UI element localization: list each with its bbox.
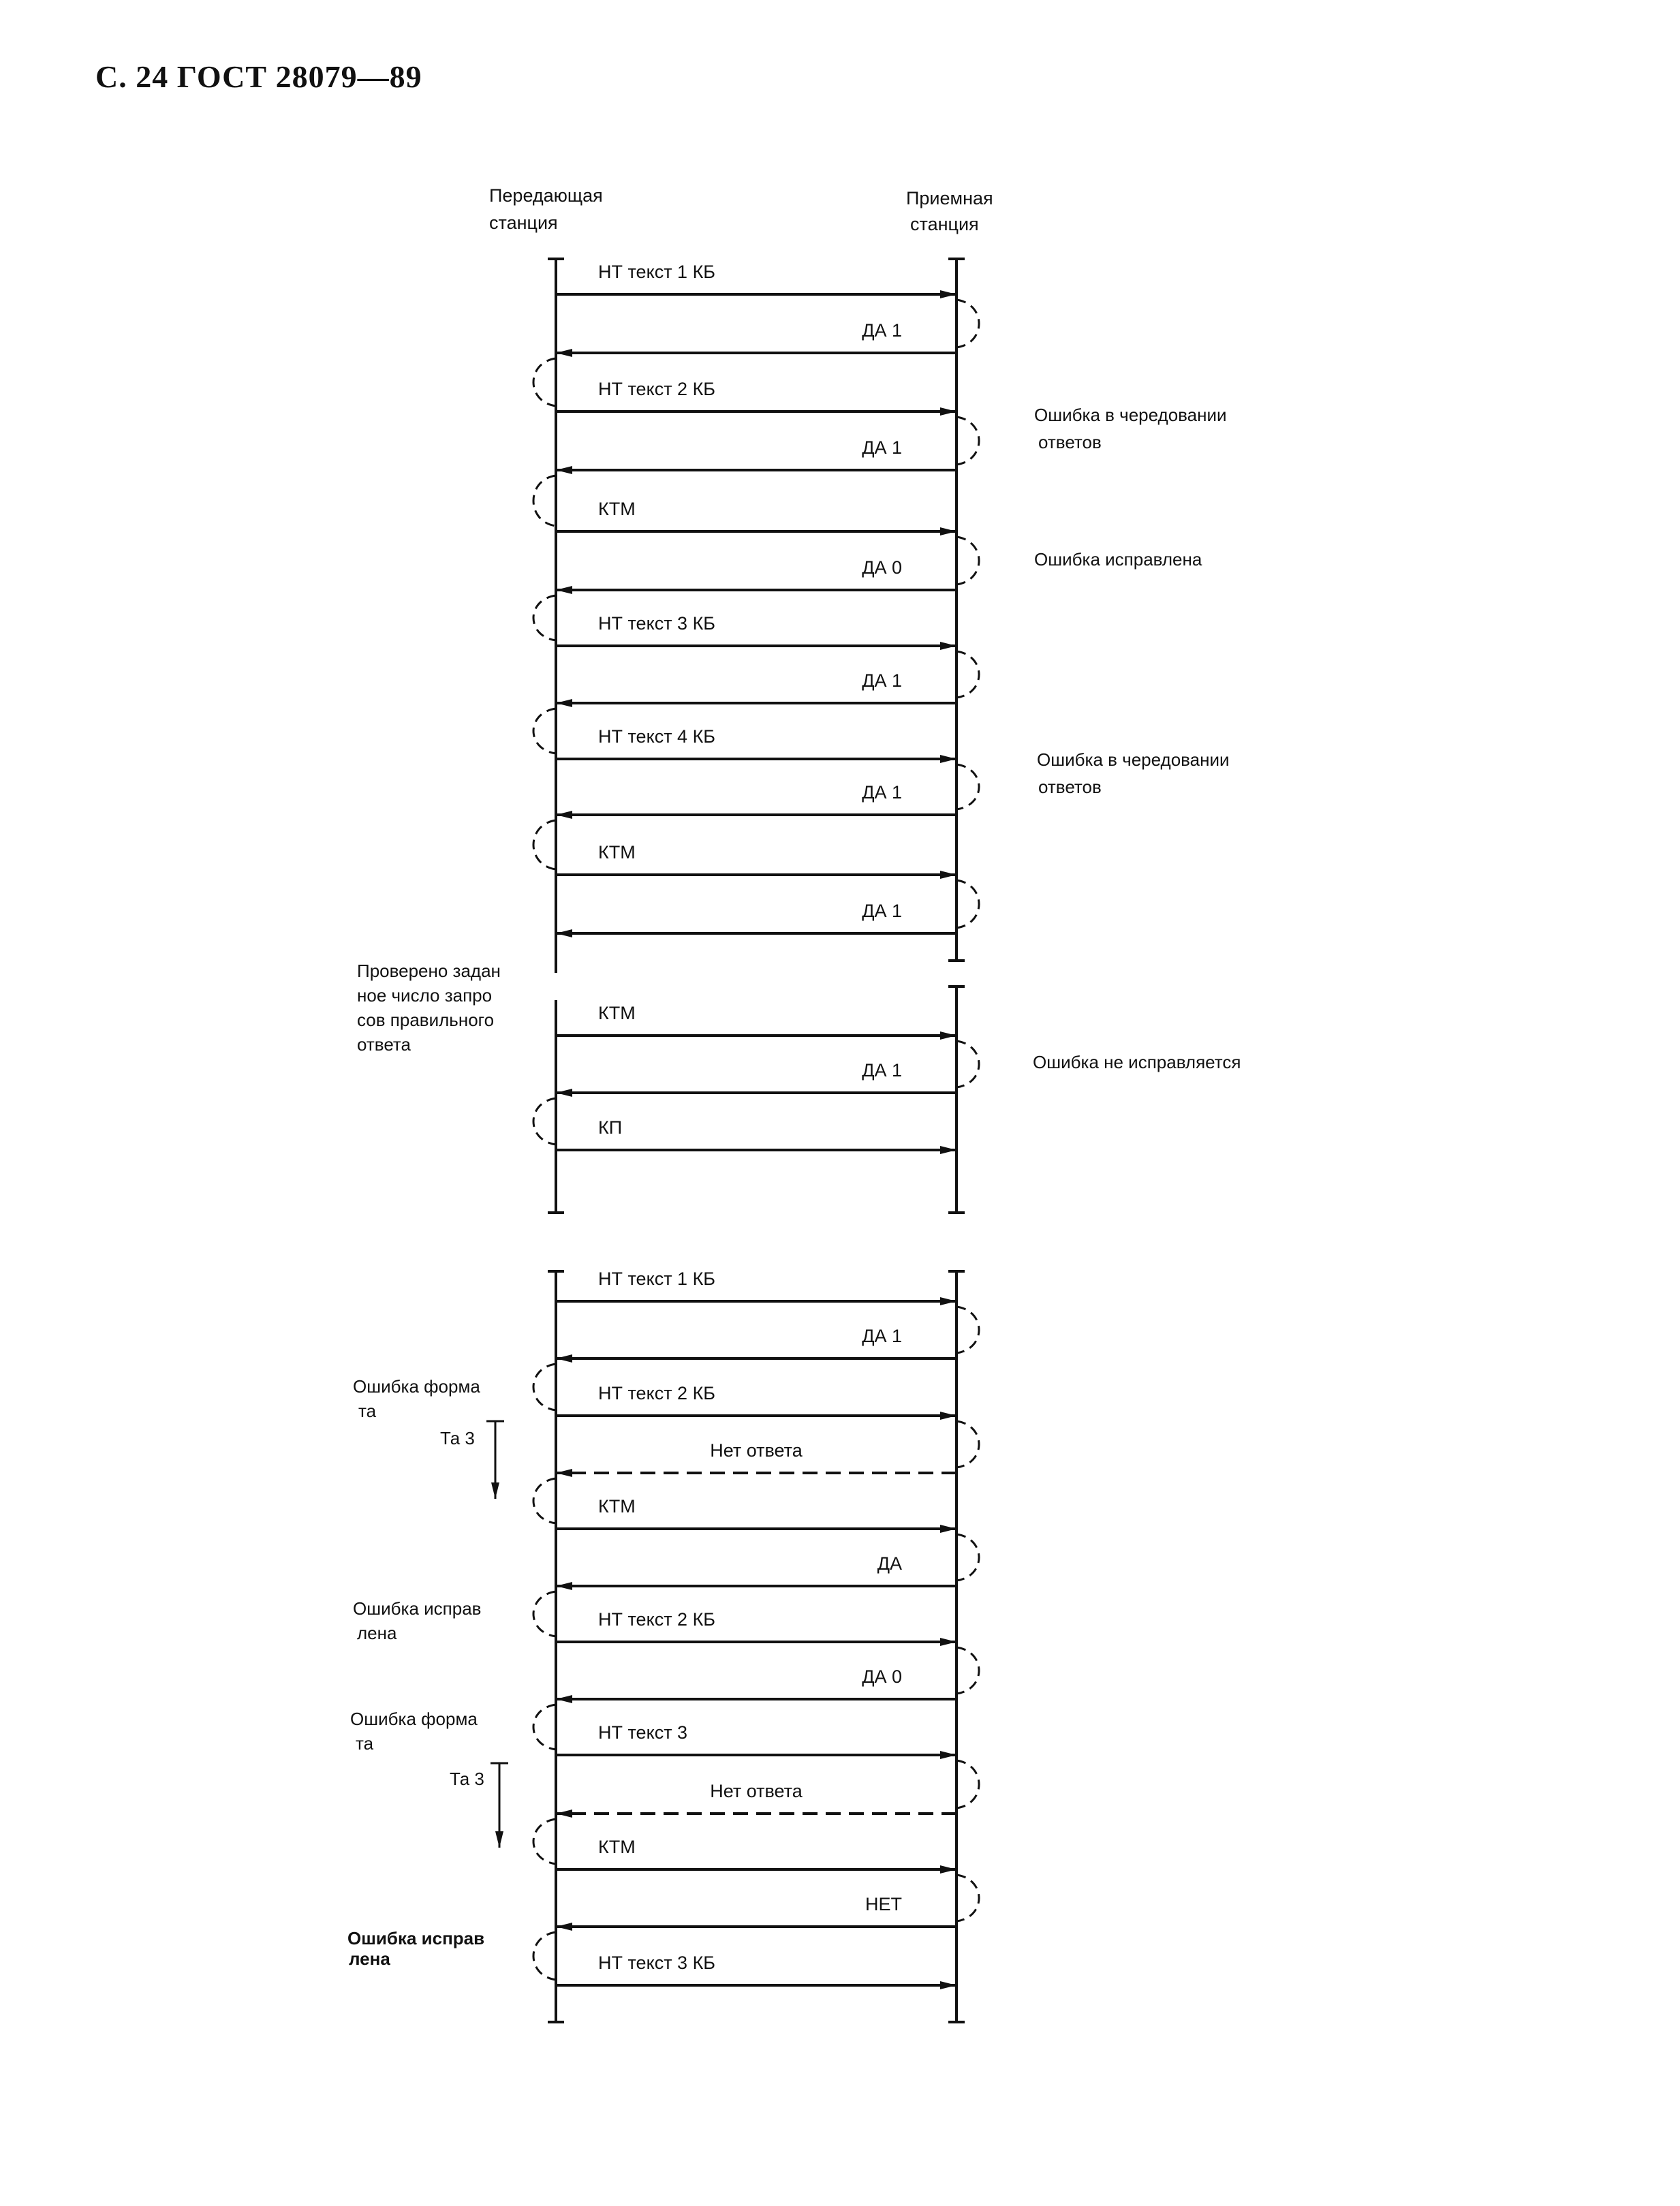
d2-message-label-3: НТ текст 2 КБ <box>598 1383 716 1403</box>
d1-turnaround-loop-3 <box>956 417 979 465</box>
d1-turnaround-loop-2 <box>533 358 556 406</box>
d1-message-label-12: ДА 1 <box>862 901 902 921</box>
d1-turnaround-loop-10 <box>533 820 556 869</box>
note-alternation-error-2-line2: ответов <box>1038 777 1102 797</box>
d1-message-label-7: НТ текст 3 КБ <box>598 613 716 634</box>
note-error-corrected-1-line2: лена <box>357 1623 397 1643</box>
d1-turnaround-loop-4 <box>533 476 556 526</box>
d2-turnaround-loop-2 <box>533 1364 556 1410</box>
receiver-station-label-line2: станция <box>910 214 979 234</box>
d2-message-label-4: Нет ответа <box>710 1440 803 1461</box>
d2-turnaround-loop-8 <box>533 1705 556 1750</box>
d1-message-label-14: ДА 1 <box>862 1060 902 1081</box>
sender-station-label-line1: Передающая <box>489 185 603 206</box>
d2-message-label-2: ДА 1 <box>862 1326 902 1346</box>
note-format-error-2-line1: Ошибка форма <box>350 1709 478 1729</box>
d1-turnaround-loop-7 <box>956 651 979 698</box>
d2-turnaround-loop-4 <box>533 1478 556 1523</box>
receiver-station-label-line1: Приемная <box>906 188 993 208</box>
d1-message-label-6: ДА 0 <box>862 557 902 578</box>
d2-message-label-12: НЕТ <box>865 1894 902 1914</box>
note-retries-line4: ответа <box>357 1034 411 1055</box>
note-retries-line2: ное число запро <box>357 985 493 1006</box>
d1-message-label-5: КТМ <box>598 499 636 519</box>
note-alternation-error-1-line2: ответов <box>1038 432 1102 452</box>
timer-arrow-2 <box>491 1763 508 1848</box>
d1-turnaround-loop-9 <box>956 764 979 809</box>
d1-message-label-9: НТ текст 4 КБ <box>598 726 716 747</box>
d1-message-label-3: НТ текст 2 КБ <box>598 379 716 399</box>
d2-message-label-8: ДА 0 <box>862 1666 902 1687</box>
d2-turnaround-loop-10 <box>533 1819 556 1864</box>
note-alternation-error-1-line1: Ошибка в чередовании <box>1034 405 1227 425</box>
d2-message-label-7: НТ текст 2 КБ <box>598 1609 716 1630</box>
note-retries-line1: Проверено задан <box>357 961 501 981</box>
d1-turnaround-loop-1 <box>956 300 979 347</box>
timer-label-1: Та 3 <box>440 1428 475 1448</box>
page-header: С. 24 ГОСТ 28079—89 <box>95 59 422 94</box>
d2-message-label-10: Нет ответа <box>710 1781 803 1801</box>
d1-message-label-1: НТ текст 1 КБ <box>598 262 716 282</box>
d2-message-label-13: НТ текст 3 КБ <box>598 1953 716 1973</box>
d2-turnaround-loop-5 <box>956 1534 979 1581</box>
d1-turnaround-loop-11 <box>956 880 979 928</box>
d2-message-label-11: КТМ <box>598 1837 636 1857</box>
d1-message-label-13: КТМ <box>598 1003 636 1023</box>
note-error-not-fixed: Ошибка не исправляется <box>1033 1052 1241 1072</box>
d1-message-label-11: КТМ <box>598 842 636 863</box>
sender-station-label-line2: станция <box>489 213 558 233</box>
d2-message-label-1: НТ текст 1 КБ <box>598 1269 716 1289</box>
d2-turnaround-loop-6 <box>533 1591 556 1636</box>
d1-message-label-15: КП <box>598 1117 623 1138</box>
d1-turnaround-loop-5 <box>956 537 979 585</box>
d2-turnaround-loop-9 <box>956 1760 979 1808</box>
note-error-corrected-2-line2: лена <box>349 1948 390 1969</box>
timer-arrow-1 <box>486 1421 504 1499</box>
note-retries-line3: сов правильного <box>357 1010 495 1030</box>
d2-turnaround-loop-11 <box>956 1875 979 1921</box>
note-format-error-2-line2: та <box>356 1733 374 1754</box>
d1-turnaround-loop-14 <box>533 1098 556 1145</box>
note-format-error-1-line1: Ошибка форма <box>353 1376 480 1397</box>
note-alternation-error-2-line1: Ошибка в чередовании <box>1037 749 1230 770</box>
d2-message-label-9: НТ текст 3 <box>598 1722 688 1743</box>
d2-message-label-6: ДА <box>877 1553 902 1574</box>
d1-message-label-4: ДА 1 <box>862 437 902 458</box>
note-error-corrected-1-line1: Ошибка исправ <box>353 1598 482 1619</box>
note-error-fixed: Ошибка исправлена <box>1034 549 1202 570</box>
note-format-error-1-line2: та <box>358 1401 377 1421</box>
d1-turnaround-loop-8 <box>533 709 556 754</box>
d2-turnaround-loop-3 <box>956 1421 979 1467</box>
d1-message-label-10: ДА 1 <box>862 782 902 803</box>
d1-message-label-2: ДА 1 <box>862 320 902 341</box>
d2-turnaround-loop-12 <box>533 1932 556 1980</box>
d1-message-label-8: ДА 1 <box>862 670 902 691</box>
d2-turnaround-loop-1 <box>956 1307 979 1353</box>
d2-turnaround-loop-7 <box>956 1647 979 1694</box>
d1-turnaround-loop-6 <box>533 595 556 640</box>
d1-turnaround-loop-13 <box>956 1041 979 1087</box>
note-error-corrected-2-line1: Ошибка исправ <box>347 1928 485 1948</box>
d2-message-label-5: КТМ <box>598 1496 636 1517</box>
timer-label-2: Та 3 <box>450 1769 484 1789</box>
